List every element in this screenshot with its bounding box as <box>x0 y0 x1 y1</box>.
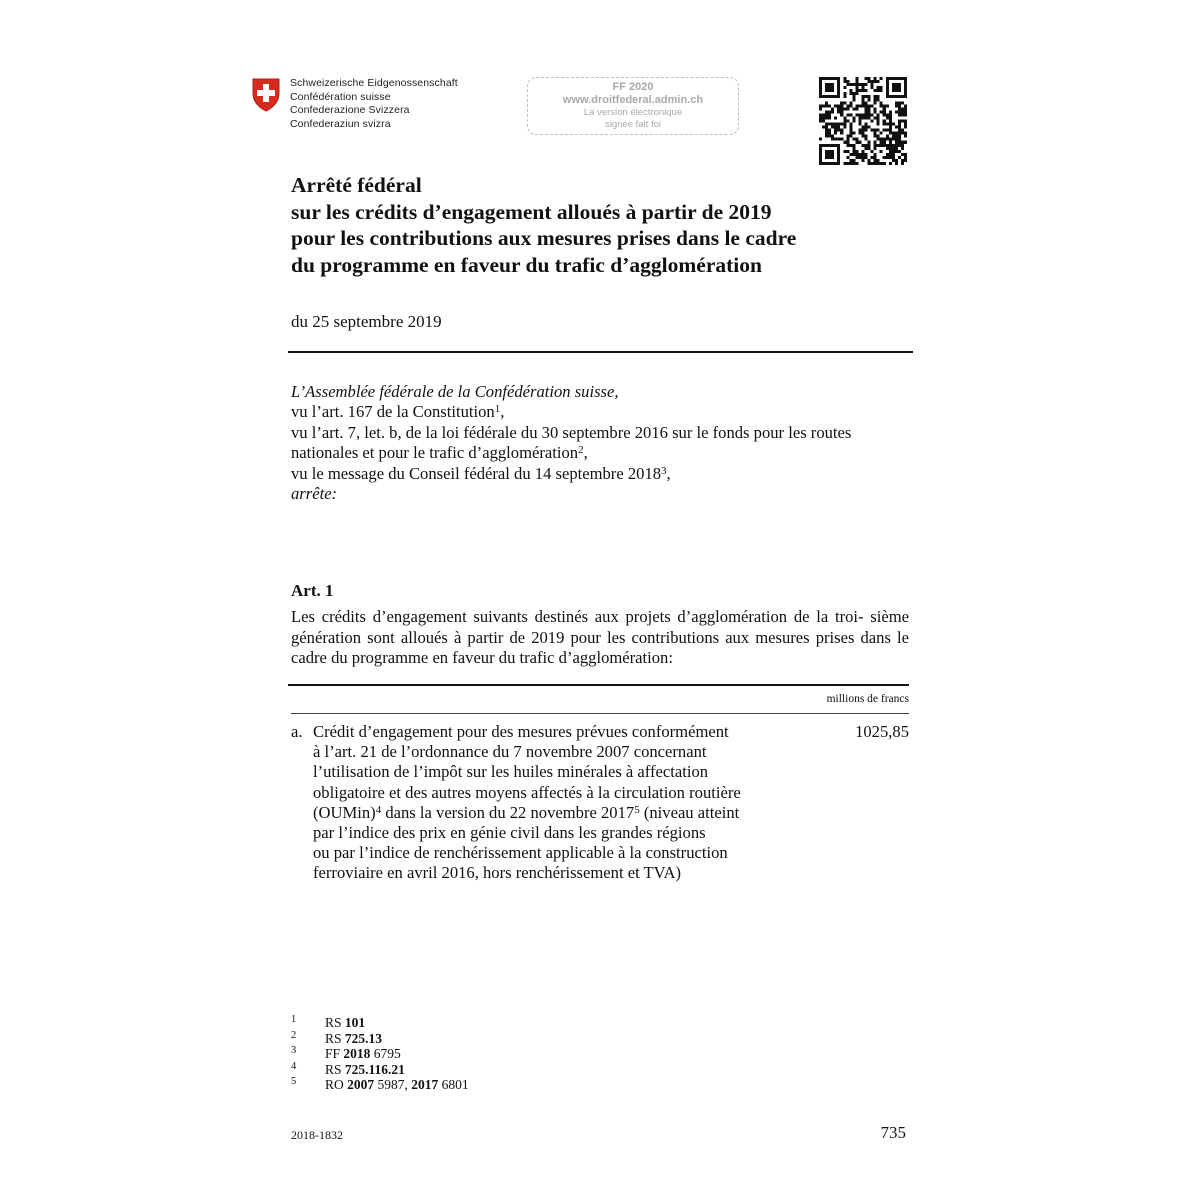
document-date: du 25 septembre 2019 <box>291 312 442 331</box>
confederation-line-it: Confederazione Svizzera <box>290 104 410 117</box>
page-number: 735 <box>880 1123 906 1142</box>
footnote-ref-bold: 725.116.21 <box>344 1061 405 1077</box>
table-item-letter: a. <box>291 722 303 741</box>
title-line-2: sur les crédits d’engagement alloués à partir de 2019 <box>291 199 772 224</box>
footnote-rest: 5987, <box>374 1077 412 1093</box>
footnote-ref-bold: 2007 <box>347 1077 375 1093</box>
item-line-7: ou par l’indice de renchérissement applicable à la construction <box>313 843 728 863</box>
footnote <box>291 1062 691 1078</box>
footnote-number: 4 <box>291 1060 297 1072</box>
stamp-note-line2: signée fait foi <box>605 118 661 130</box>
footnote-ref-4: 4 <box>375 803 382 816</box>
preamble-line-4-text: vu le message du Conseil fédéral du 14 septembre 2018 <box>291 463 662 483</box>
swiss-crest-icon <box>252 78 280 112</box>
item-line-6: par l’indice des prix en génie civil dans les grandes régions <box>313 823 706 843</box>
title-divider <box>288 351 913 353</box>
footnote-number: 2 <box>291 1029 297 1041</box>
table-unit-header: millions de francs <box>826 693 909 705</box>
item-line-5 <box>313 803 813 823</box>
footnote-ref-bold-2: 2017 <box>411 1077 439 1093</box>
swiss-crest-shape <box>252 78 280 112</box>
document-title <box>291 172 911 278</box>
document-number: 2018-1832 <box>291 1128 343 1142</box>
article-body: Les crédits d’engagement suivants destinés aux projets d’agglomération de la troi- sième génération sont alloués à partir de 2019 pour les contributions aux mesures prises dans le cadre du programme en faveur du trafic d’agglomération: <box>291 607 909 668</box>
footnote <box>291 1046 691 1062</box>
footnote-ref-3: 3 <box>661 464 667 477</box>
confederation-line-rm: Confederaziun svizra <box>290 117 391 130</box>
footnote-rest-2: 6801 <box>438 1077 469 1093</box>
footnote-number: 5 <box>291 1076 297 1088</box>
footnote <box>291 1077 691 1093</box>
footnote-text <box>325 1077 469 1093</box>
preamble-line-3-end: , <box>583 443 588 463</box>
article-heading: Art. 1 <box>291 581 334 600</box>
footnote-rest: 6795 <box>370 1046 401 1062</box>
preamble-line-1-end: , <box>500 402 505 422</box>
confederation-line-de: Schweizerische Eidgenossenschaft <box>290 77 458 89</box>
footnote-text <box>325 1046 401 1062</box>
item-line-4: obligatoire et des autres moyens affectés à la circulation routière <box>313 782 741 802</box>
footnote-prefix: RO <box>325 1077 348 1093</box>
footnote-text <box>325 1031 382 1047</box>
preamble-line-1-text: vu l’art. 167 de la Constitution <box>291 402 495 422</box>
preamble-line-3-text: nationales et pour le trafic d’agglomération <box>291 443 579 463</box>
footnote <box>291 1015 691 1031</box>
footnote-text <box>325 1062 405 1078</box>
preamble-line-4-end: , <box>666 463 671 483</box>
footnote-prefix: RS <box>325 1030 345 1046</box>
title-line-3: pour les contributions aux mesures prises dans le cadre <box>291 226 797 251</box>
preamble-line-4 <box>291 464 911 484</box>
footnote-ref-bold: 101 <box>344 1015 366 1030</box>
title-line-4: du programme en faveur du trafic d’agglomération <box>291 252 762 277</box>
table-item-amount: 1025,85 <box>855 722 909 741</box>
footnote-prefix: FF <box>325 1046 344 1062</box>
title-line-1: Arrêté fédéral <box>291 173 422 197</box>
footnote-number: 1 <box>291 1014 297 1025</box>
footnote-ref-5: 5 <box>634 803 640 816</box>
item-line-3: l’utilisation de l’impôt sur les huiles minérales à affectation <box>313 762 709 782</box>
item-line-5-a: (OUMin) <box>313 802 376 822</box>
preamble-line-1 <box>291 402 911 422</box>
qr-code-icon <box>819 77 907 165</box>
confederation-line-fr: Confédération suisse <box>290 90 391 103</box>
item-line-5-c: (niveau atteint <box>639 802 740 822</box>
item-line-5-b: dans la version du 22 novembre 2017 <box>381 802 635 822</box>
stamp-note-line1: La version électronique <box>583 107 683 118</box>
footnote-prefix: RS <box>325 1061 345 1077</box>
table-top-rule <box>288 684 909 686</box>
preamble-line-3 <box>291 443 911 463</box>
stamp-website: www.droitfederal.admin.ch <box>562 94 704 106</box>
item-line-1: Crédit d’engagement pour des mesures prévues conformément <box>313 722 729 741</box>
table-item-description <box>313 722 813 884</box>
item-line-2: à l’art. 21 de l’ordonnance du 7 novembre 2007 concernant <box>313 742 707 762</box>
preamble-intro: L’Assemblée fédérale de la Confédération suisse, <box>291 382 619 401</box>
preamble-decides: arrête: <box>291 484 338 504</box>
preamble-line-2: vu l’art. 7, let. b, de la loi fédérale du 30 septembre 2016 sur le fonds pour les routes <box>291 422 852 442</box>
footnote <box>291 1031 691 1047</box>
footnote-ref-bold: 725.13 <box>344 1030 383 1046</box>
preamble <box>291 382 911 504</box>
stamp-ff-year: FF 2020 <box>612 81 654 93</box>
footnote-number: 3 <box>291 1045 297 1057</box>
footnote-prefix: RS <box>325 1015 345 1030</box>
footnote-ref-2: 2 <box>578 444 584 457</box>
item-line-8: ferroviaire en avril 2016, hors renchérissement et TVA) <box>313 863 682 883</box>
footnote-ref-bold: 2018 <box>343 1046 371 1062</box>
footnotes <box>291 1015 691 1093</box>
footnote-ref-1: 1 <box>494 403 501 416</box>
qr-code-graphic <box>819 77 907 165</box>
ff-electronic-stamp <box>527 77 739 135</box>
confederation-names <box>290 77 458 131</box>
table-header-rule <box>291 713 909 714</box>
footnote-text <box>325 1015 365 1031</box>
